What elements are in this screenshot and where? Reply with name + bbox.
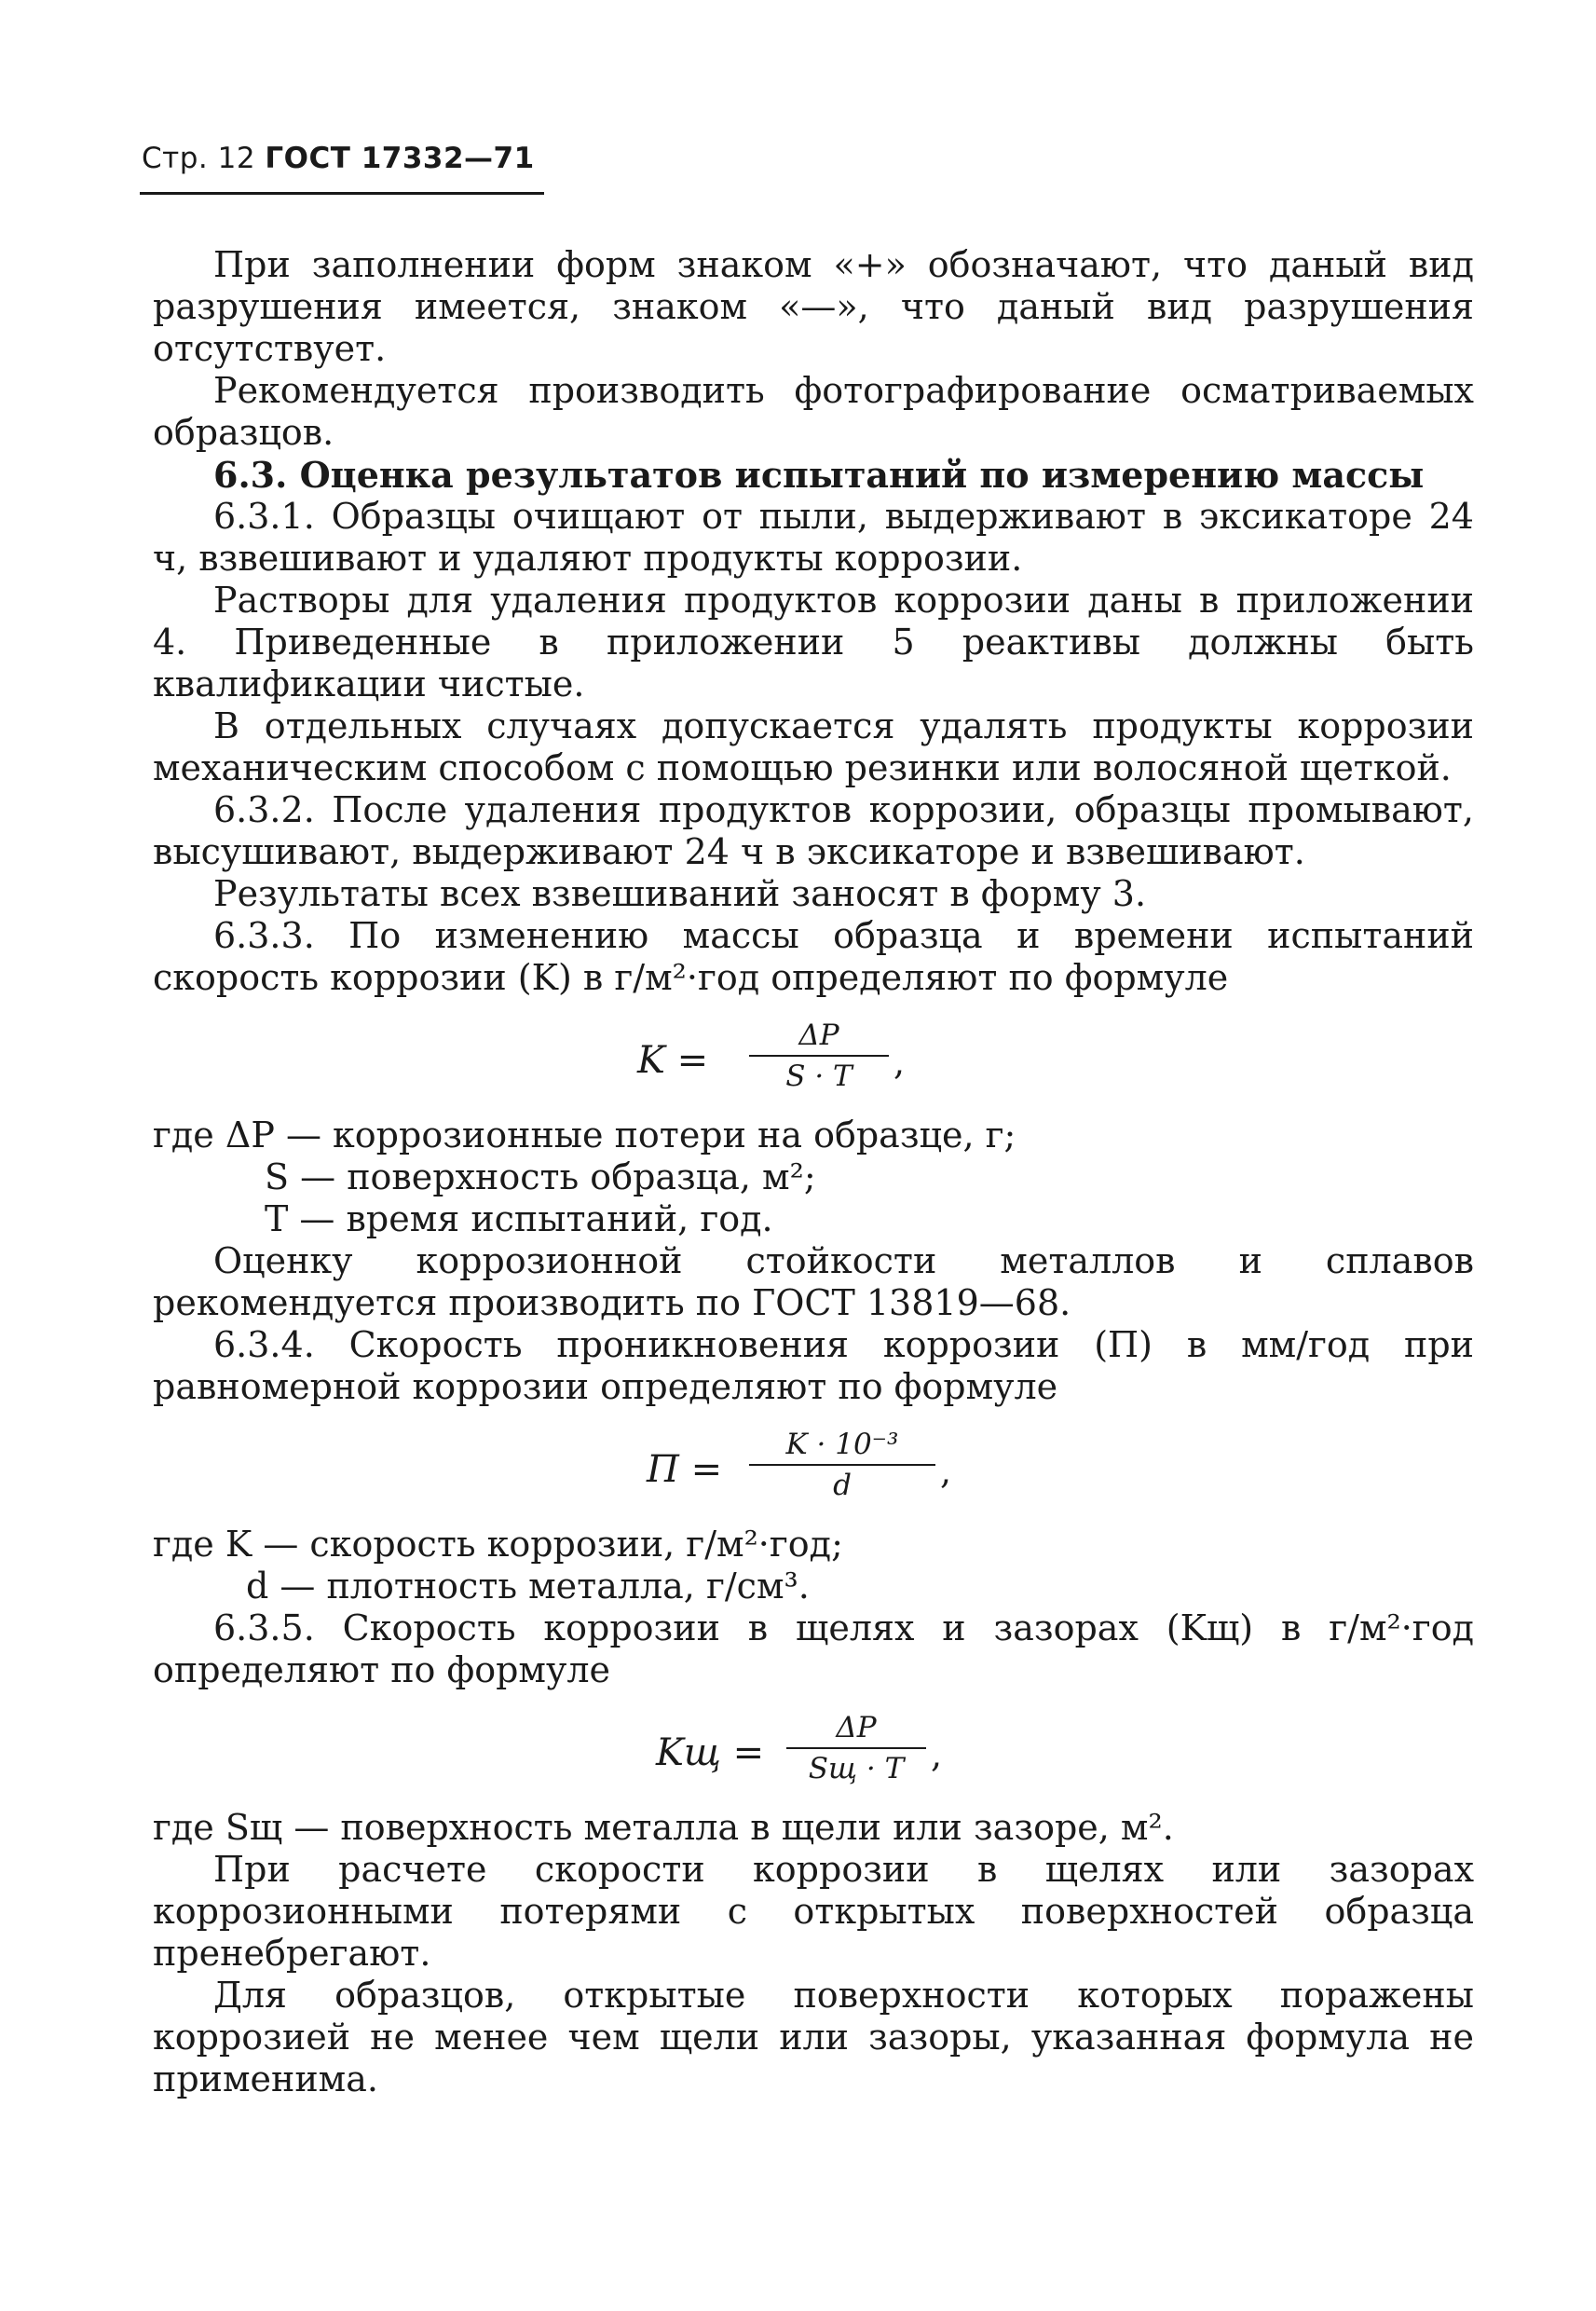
page-number: Стр. 12 (142, 142, 256, 175)
paragraph-results: Результаты всех взвешиваний заносят в форму 3. (213, 873, 1147, 914)
formula-p (153, 1421, 1474, 1514)
paragraph-6-3-3: 6.3.3. По изменению массы образца и времени испытаний скорость коррозии (K) в г/м²·год определяют по формуле (153, 915, 1474, 998)
formula-k-fraction (749, 1018, 889, 1094)
where-1-row-2: S — поверхность образца, м²; (265, 1156, 816, 1197)
paragraph-6-3-1: 6.3.1. Образцы очищают от пыли, выдерживают в эксикаторе 24 ч, взвешивают и удаляют продукты коррозии. (153, 496, 1474, 579)
formula-ksh (153, 1704, 1474, 1798)
paragraph-mechanical: В отдельных случаях допускается удалять продукты коррозии механическим способом с помощью резинки или волосяной щеткой. (153, 705, 1474, 788)
formula-ksh-lhs: Kщ = (656, 1731, 765, 1774)
fraction-bar (749, 1464, 935, 1466)
standard-number: ГОСТ 17332—71 (265, 142, 535, 175)
paragraph-assessment: Оценку коррозионной стойкости металлов и сплавов рекомендуется производить по ГОСТ 13819—68. (153, 1240, 1474, 1323)
formula-ksh-fraction (786, 1710, 926, 1786)
formula-ksh-denominator: Sщ · T (808, 1752, 905, 1785)
formula-p-lhs: П = (647, 1448, 723, 1491)
formula-ksh-comma: , (931, 1734, 943, 1775)
paragraph-photo: Рекомендуется производить фотографирование осматриваемых образцов. (153, 370, 1474, 453)
paragraph-6-3-5: 6.3.5. Скорость коррозии в щелях и зазорах (Kщ) в г/м²·год определяют по формуле (153, 1607, 1474, 1690)
paragraph-not-applicable: Для образцов, открытые поверхности которых поражены коррозией не менее чем щели или зазоры, указанная формула не применима. (153, 1975, 1474, 2099)
where-block-2 (153, 1524, 1474, 1607)
section-heading-6-3: 6.3. Оценка результатов испытаний по измерению массы (213, 454, 1425, 496)
formula-p-denominator: d (833, 1469, 852, 1502)
where-3-row-1: где Sщ — поверхность металла в щели или зазоре, м². (153, 1807, 1174, 1848)
formula-ksh-numerator: ΔP (836, 1711, 877, 1744)
where-block-1 (153, 1114, 1474, 1240)
where-2-row-1: где K — скорость коррозии, г/м²·год; (153, 1524, 843, 1565)
paragraph-6-3-2: 6.3.2. После удаления продуктов коррозии, образцы промывают, высушивают, выдерживают 24 ч в эксикаторе и взвешивают. (153, 789, 1474, 872)
formula-k-comma: , (893, 1042, 906, 1083)
formula-p-comma: , (940, 1451, 952, 1492)
formula-k-numerator: ΔP (798, 1019, 839, 1052)
where-2-row-2: d — плотность металла, г/см³. (246, 1566, 810, 1607)
formula-p-fraction (749, 1427, 935, 1503)
paragraph-open-losses: При расчете скорости коррозии в щелях или зазорах коррозионными потерями с открытых поверхностей образца пренебрегают. (153, 1849, 1474, 1974)
paragraph-forms: При заполнении форм знаком «+» обозначают, что даный вид разрушения имеется, знаком «—», что даный вид разрушения отсутствует. (153, 244, 1474, 369)
formula-k-lhs: K = (637, 1039, 709, 1082)
formula-k-denominator: S · T (785, 1060, 853, 1093)
fraction-bar (749, 1055, 889, 1057)
where-1-row-1: где ΔP — коррозионные потери на образце, г; (153, 1114, 1016, 1156)
fraction-bar (786, 1747, 926, 1749)
where-block-3 (153, 1807, 1474, 1849)
body-text (153, 244, 1474, 2100)
page-header (142, 142, 535, 175)
paragraph-6-3-4: 6.3.4. Скорость проникновения коррозии (П) в мм/год при равномерной коррозии определяют по формуле (153, 1324, 1474, 1407)
where-1-row-3: T — время испытаний, год. (265, 1198, 773, 1239)
formula-p-numerator: K · 10⁻³ (785, 1428, 899, 1461)
paragraph-solutions: Растворы для удаления продуктов коррозии даны в приложении 4. Приведенные в приложении 5 реактивы должны быть квалификации чистые. (153, 580, 1474, 704)
header-rule (140, 192, 544, 195)
formula-k (153, 1012, 1474, 1105)
